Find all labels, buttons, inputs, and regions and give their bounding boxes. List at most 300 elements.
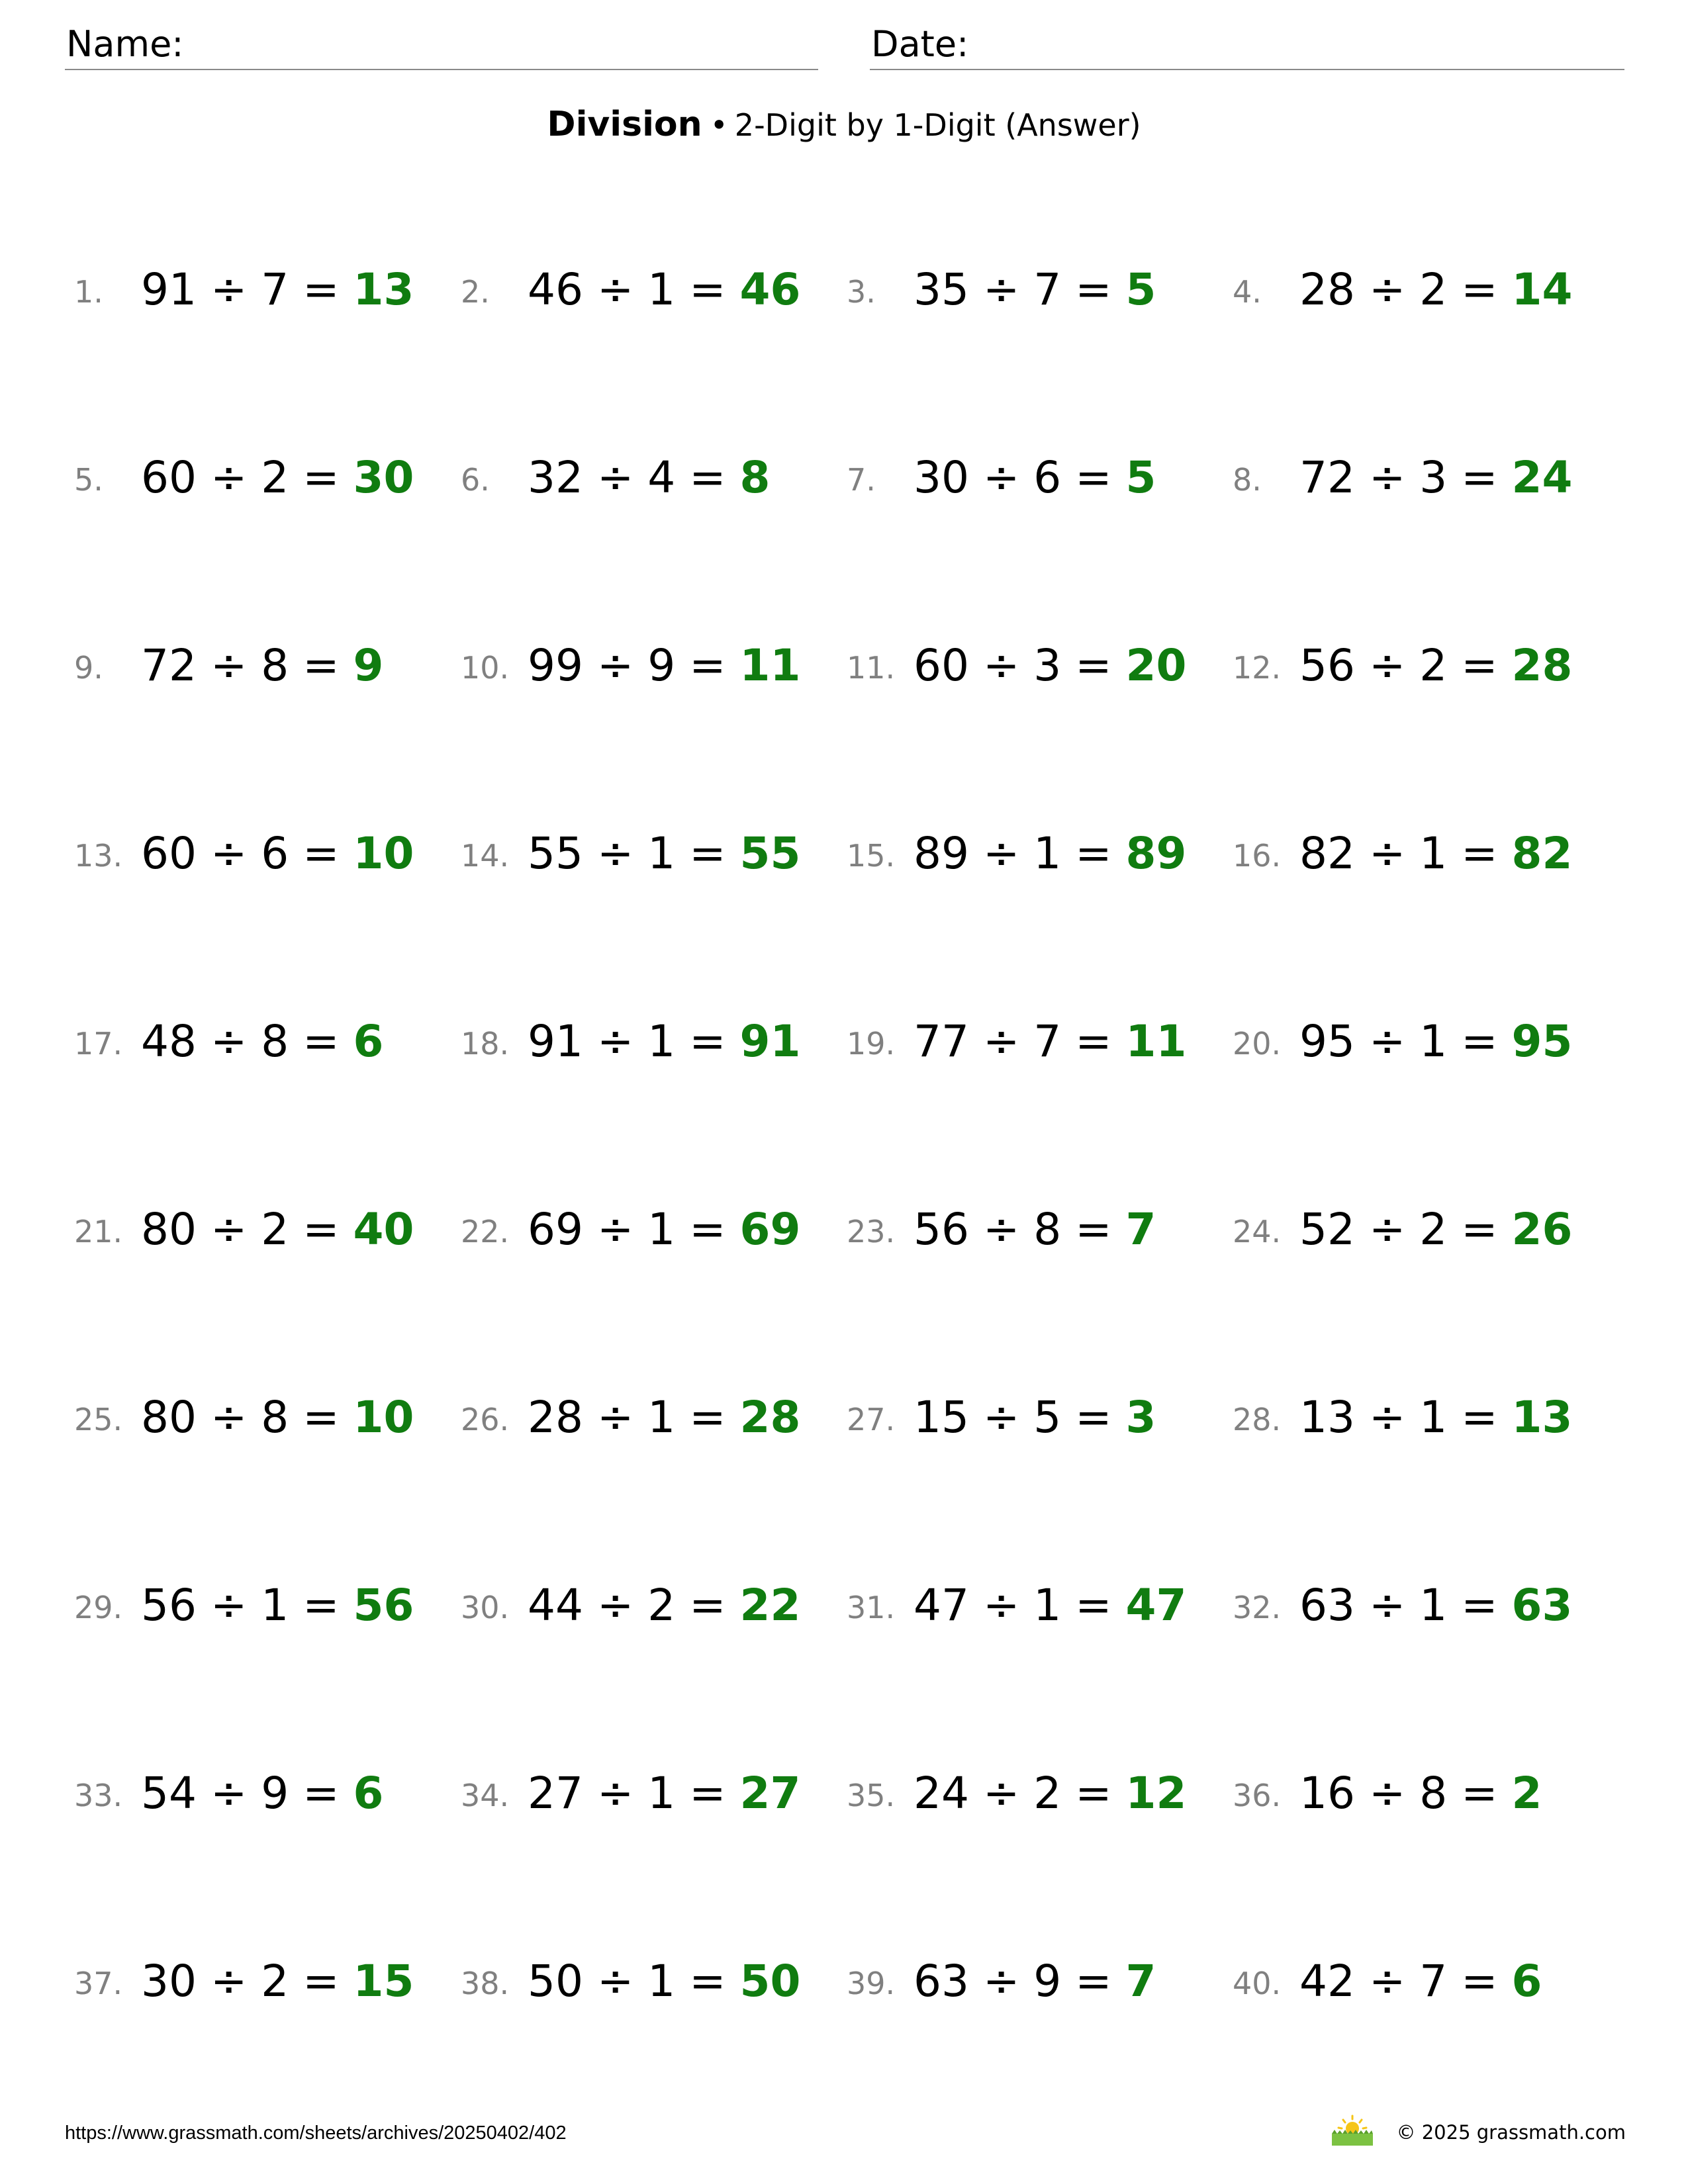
divide-sign: ÷ [1368,1392,1406,1443]
dividend: 42 [1299,1956,1355,2007]
equals-sign: = [689,1768,726,1819]
divisor: 2 [261,1204,289,1255]
divisor: 8 [261,1392,289,1443]
equals-sign: = [1075,264,1112,315]
divisor: 2 [261,1956,289,2007]
problem-item [74,634,445,700]
title-sub: 2-Digit by 1-Digit (Answer) [734,107,1141,143]
division-expression [1299,264,1572,315]
dividend: 91 [141,264,197,315]
answer: 27 [739,1768,801,1819]
divide-sign: ÷ [596,640,634,691]
answer: 5 [1125,452,1156,503]
problem-number: 1. [74,274,103,310]
dividend: 63 [914,1956,969,2007]
problem-number: 12. [1233,650,1282,686]
dividend: 56 [1299,640,1355,691]
problem-item [847,1010,1217,1076]
equals-sign: = [1075,1580,1112,1631]
divisor: 7 [261,264,289,315]
divisor: 9 [1033,1956,1062,2007]
problem-item [1233,1574,1603,1640]
problem-item [74,1010,445,1076]
equals-sign: = [1461,264,1498,315]
problem-item [847,822,1217,888]
divide-sign: ÷ [210,640,248,691]
answer: 2 [1511,1768,1542,1819]
problem-item [1233,634,1603,700]
divisor: 1 [647,1956,676,2007]
problem-item [461,1010,831,1076]
divisor: 7 [1033,1016,1062,1067]
dividend: 72 [141,640,197,691]
problem-item [74,258,445,324]
problem-number: 15. [847,838,896,874]
dividend: 60 [141,452,197,503]
divide-sign: ÷ [210,1016,248,1067]
problem-item [461,1574,831,1640]
equals-sign: = [689,1956,726,2007]
dividend: 89 [914,828,969,879]
divide-sign: ÷ [210,828,248,879]
date-field[interactable] [870,24,1624,70]
divide-sign: ÷ [210,452,248,503]
dividend: 52 [1299,1204,1355,1255]
answer: 46 [739,264,801,315]
dividend: 24 [914,1768,969,1819]
dividend: 56 [914,1204,969,1255]
problem-number: 28. [1233,1402,1282,1437]
division-expression [141,828,414,879]
problem-number: 21. [74,1214,123,1250]
divisor: 2 [1419,1204,1448,1255]
problem-item [1233,258,1603,324]
problem-number: 34. [461,1778,510,1813]
dividend: 30 [914,452,969,503]
division-expression [141,1956,414,2007]
divisor: 1 [1419,1392,1448,1443]
equals-sign: = [1461,1016,1498,1067]
division-expression [1299,640,1572,691]
problem-item [847,1386,1217,1452]
equals-sign: = [1075,828,1112,879]
answer: 69 [739,1204,801,1255]
dividend: 13 [1299,1392,1355,1443]
dividend: 32 [528,452,583,503]
problem-number: 39. [847,1966,896,2001]
divisor: 6 [261,828,289,879]
division-expression [528,828,800,879]
divide-sign: ÷ [1368,1580,1406,1631]
problem-item [847,258,1217,324]
problem-number: 27. [847,1402,896,1437]
answer: 6 [353,1016,384,1067]
dividend: 44 [528,1580,583,1631]
dividend: 77 [914,1016,969,1067]
dividend: 56 [141,1580,197,1631]
divide-sign: ÷ [1368,1016,1406,1067]
divide-sign: ÷ [982,1768,1020,1819]
dividend: 48 [141,1016,197,1067]
problem-number: 20. [1233,1026,1282,1062]
dividend: 30 [141,1956,197,2007]
division-expression [141,1580,414,1631]
problem-item [74,1198,445,1264]
problem-item [461,446,831,512]
problem-number: 8. [1233,462,1262,498]
problem-number: 32. [1233,1590,1282,1625]
answer: 28 [739,1392,801,1443]
equals-sign: = [303,1016,340,1067]
divide-sign: ÷ [1368,1768,1406,1819]
division-expression [914,1392,1156,1443]
divide-sign: ÷ [596,828,634,879]
problem-item [847,1198,1217,1264]
division-expression [528,640,800,691]
equals-sign: = [1075,1204,1112,1255]
equals-sign: = [303,452,340,503]
answer: 56 [353,1580,414,1631]
answer: 5 [1125,264,1156,315]
divisor: 8 [1419,1768,1448,1819]
dividend: 16 [1299,1768,1355,1819]
title-bullet: • [710,107,728,143]
division-expression [1299,1768,1542,1819]
problem-item [1233,1198,1603,1264]
problem-item [461,1198,831,1264]
problem-number: 24. [1233,1214,1282,1250]
answer: 22 [739,1580,801,1631]
divide-sign: ÷ [1368,452,1406,503]
equals-sign: = [1075,1016,1112,1067]
divide-sign: ÷ [982,828,1020,879]
divisor: 1 [647,1204,676,1255]
divisor: 1 [261,1580,289,1631]
answer: 24 [1511,452,1573,503]
equals-sign: = [1461,828,1498,879]
division-expression [914,1204,1156,1255]
answer: 3 [1125,1392,1156,1443]
divide-sign: ÷ [982,1956,1020,2007]
division-expression [141,1392,414,1443]
divide-sign: ÷ [596,1956,634,2007]
divisor: 8 [261,640,289,691]
dividend: 60 [914,640,969,691]
dividend: 27 [528,1768,583,1819]
dividend: 50 [528,1956,583,2007]
divisor: 7 [1033,264,1062,315]
problem-number: 31. [847,1590,896,1625]
divisor: 1 [1033,828,1062,879]
divisor: 1 [647,1016,676,1067]
dividend: 91 [528,1016,583,1067]
answer: 28 [1511,640,1573,691]
problem-item [1233,822,1603,888]
problem-item [461,1950,831,2016]
divide-sign: ÷ [210,1580,248,1631]
division-expression [528,1016,800,1067]
divide-sign: ÷ [982,640,1020,691]
divide-sign: ÷ [1368,640,1406,691]
problem-number: 38. [461,1966,510,2001]
problem-number: 37. [74,1966,123,2001]
problem-number: 14. [461,838,510,874]
answer: 82 [1511,828,1573,879]
division-expression [914,264,1156,315]
equals-sign: = [689,1204,726,1255]
equals-sign: = [689,1016,726,1067]
division-expression [1299,1016,1572,1067]
problem-number: 10. [461,650,510,686]
division-expression [1299,1392,1572,1443]
divide-sign: ÷ [1368,828,1406,879]
problem-number: 35. [847,1778,896,1813]
problem-number: 30. [461,1590,510,1625]
problem-number: 23. [847,1214,896,1250]
division-expression [528,1956,800,2007]
division-expression [528,1580,800,1631]
division-expression [528,452,770,503]
problem-item [1233,1950,1603,2016]
equals-sign: = [303,1580,340,1631]
problem-item [74,822,445,888]
divisor: 3 [1033,640,1062,691]
divisor: 1 [1033,1580,1062,1631]
problem-number: 26. [461,1402,510,1437]
divisor: 7 [1419,1956,1448,2007]
problem-number: 4. [1233,274,1262,310]
division-expression [914,640,1186,691]
date-label: Date: [871,23,969,65]
problem-number: 2. [461,274,490,310]
divisor: 5 [1033,1392,1062,1443]
divisor: 1 [647,1768,676,1819]
equals-sign: = [1461,452,1498,503]
answer: 63 [1511,1580,1573,1631]
divide-sign: ÷ [982,1204,1020,1255]
dividend: 63 [1299,1580,1355,1631]
problem-item [1233,1386,1603,1452]
divisor: 6 [1033,452,1062,503]
answer: 55 [739,828,801,879]
footer-copyright: © 2025 grassmath.com [1396,2121,1626,2144]
divide-sign: ÷ [982,1016,1020,1067]
problem-item [1233,446,1603,512]
equals-sign: = [1075,452,1112,503]
problem-number: 7. [847,462,876,498]
problem-number: 40. [1233,1966,1282,2001]
equals-sign: = [689,828,726,879]
equals-sign: = [1461,1768,1498,1819]
division-expression [528,1204,800,1255]
divide-sign: ÷ [596,1580,634,1631]
divisor: 8 [261,1016,289,1067]
dividend: 60 [141,828,197,879]
divide-sign: ÷ [1368,1204,1406,1255]
worksheet-title [0,105,1688,144]
problem-item [1233,1762,1603,1828]
answer: 50 [739,1956,801,2007]
answer: 95 [1511,1016,1573,1067]
divisor: 9 [261,1768,289,1819]
division-expression [1299,1956,1542,2007]
divisor: 2 [647,1580,676,1631]
answer: 8 [739,452,771,503]
divisor: 8 [1033,1204,1062,1255]
answer: 10 [353,1392,414,1443]
equals-sign: = [1461,1956,1498,2007]
division-expression [141,264,414,315]
division-expression [914,828,1186,879]
answer: 13 [1511,1392,1573,1443]
divide-sign: ÷ [210,1768,248,1819]
problem-item [74,1574,445,1640]
problem-item [847,634,1217,700]
equals-sign: = [1075,1768,1112,1819]
problem-number: 13. [74,838,123,874]
problem-item [461,1386,831,1452]
name-label: Name: [66,23,184,65]
dividend: 47 [914,1580,969,1631]
equals-sign: = [689,1580,726,1631]
divide-sign: ÷ [596,452,634,503]
problem-item [74,446,445,512]
problem-item [847,446,1217,512]
divide-sign: ÷ [210,1204,248,1255]
title-main: Division [547,105,702,144]
division-expression [528,264,800,315]
division-expression [528,1392,800,1443]
divisor: 1 [1419,1580,1448,1631]
equals-sign: = [689,640,726,691]
equals-sign: = [303,1768,340,1819]
division-expression [914,1956,1156,2007]
equals-sign: = [303,1392,340,1443]
problem-number: 33. [74,1778,123,1813]
equals-sign: = [303,828,340,879]
dividend: 54 [141,1768,197,1819]
equals-sign: = [689,264,726,315]
divide-sign: ÷ [596,264,634,315]
division-expression [141,640,383,691]
dividend: 55 [528,828,583,879]
footer-url: https://www.grassmath.com/sheets/archives/20250402/402 [65,2122,567,2144]
problem-item [847,1762,1217,1828]
dividend: 69 [528,1204,583,1255]
divide-sign: ÷ [596,1204,634,1255]
equals-sign: = [689,1392,726,1443]
problem-item [847,1950,1217,2016]
divisor: 1 [1419,1016,1448,1067]
equals-sign: = [1075,1392,1112,1443]
division-expression [1299,828,1572,879]
equals-sign: = [303,1204,340,1255]
problem-number: 29. [74,1590,123,1625]
dividend: 82 [1299,828,1355,879]
equals-sign: = [1461,1580,1498,1631]
problem-item [461,258,831,324]
divisor: 2 [1419,640,1448,691]
dividend: 35 [914,264,969,315]
equals-sign: = [303,1956,340,2007]
answer: 14 [1511,264,1573,315]
problem-number: 3. [847,274,876,310]
divisor: 1 [1419,828,1448,879]
problem-number: 16. [1233,838,1282,874]
problem-number: 36. [1233,1778,1282,1813]
equals-sign: = [303,264,340,315]
division-expression [914,1580,1186,1631]
dividend: 80 [141,1204,197,1255]
problem-item [74,1386,445,1452]
divide-sign: ÷ [596,1016,634,1067]
problem-item [74,1762,445,1828]
answer: 11 [1125,1016,1187,1067]
division-expression [1299,452,1572,503]
division-expression [914,1768,1186,1819]
problem-number: 6. [461,462,490,498]
dividend: 46 [528,264,583,315]
dividend: 99 [528,640,583,691]
divide-sign: ÷ [982,264,1020,315]
problem-item [1233,1010,1603,1076]
problem-number: 11. [847,650,896,686]
equals-sign: = [1075,640,1112,691]
answer: 12 [1125,1768,1187,1819]
divide-sign: ÷ [596,1768,634,1819]
division-expression [1299,1580,1572,1631]
answer: 7 [1125,1204,1156,1255]
answer: 47 [1125,1580,1187,1631]
divisor: 1 [647,828,676,879]
problem-item [461,1762,831,1828]
equals-sign: = [303,640,340,691]
divisor: 9 [647,640,676,691]
dividend: 72 [1299,452,1355,503]
problem-number: 5. [74,462,103,498]
divide-sign: ÷ [596,1392,634,1443]
division-expression [141,452,414,503]
answer: 13 [353,264,414,315]
dividend: 28 [1299,264,1355,315]
divide-sign: ÷ [1368,264,1406,315]
division-expression [914,1016,1186,1067]
equals-sign: = [689,452,726,503]
divide-sign: ÷ [1368,1956,1406,2007]
grassmath-logo-icon [1331,2113,1374,2147]
answer: 11 [739,640,801,691]
divide-sign: ÷ [982,1392,1020,1443]
divide-sign: ÷ [210,1392,248,1443]
answer: 6 [353,1768,384,1819]
problem-item [74,1950,445,2016]
dividend: 80 [141,1392,197,1443]
divide-sign: ÷ [982,1580,1020,1631]
equals-sign: = [1461,1204,1498,1255]
divide-sign: ÷ [982,452,1020,503]
divisor: 1 [647,264,676,315]
answer: 26 [1511,1204,1573,1255]
answer: 15 [353,1956,414,2007]
name-field[interactable] [65,24,818,70]
equals-sign: = [1075,1956,1112,2007]
division-expression [141,1016,383,1067]
problem-number: 9. [74,650,103,686]
answer: 6 [1511,1956,1542,2007]
equals-sign: = [1461,1392,1498,1443]
division-expression [914,452,1156,503]
answer: 10 [353,828,414,879]
